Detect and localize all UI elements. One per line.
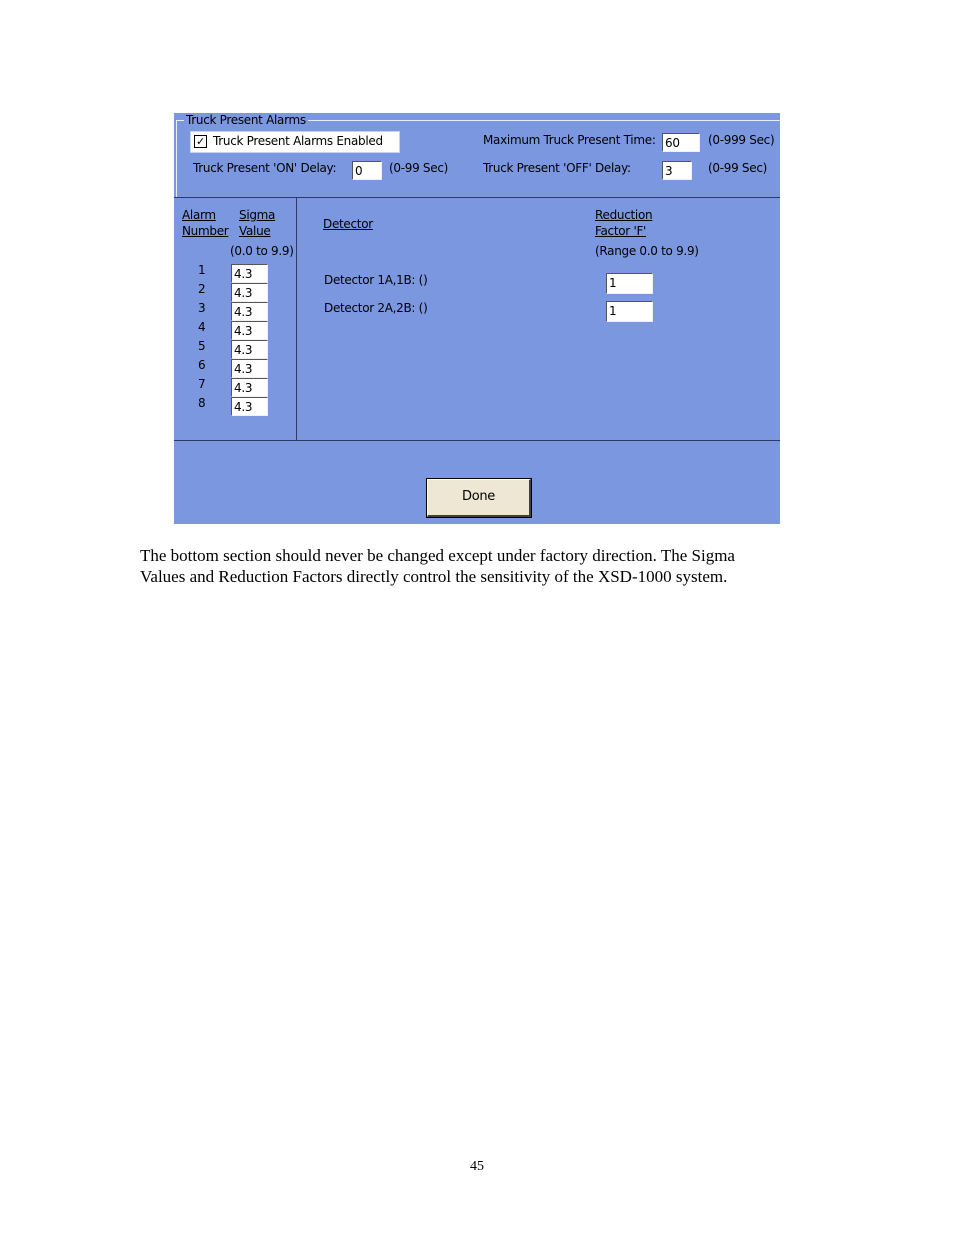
sigma-input[interactable]: 4.3 (231, 340, 268, 359)
sigma-input[interactable]: 4.3 (231, 264, 268, 283)
max-time-label: Maximum Truck Present Time: (483, 133, 656, 147)
body-line: The bottom section should never be changed except under factory direction. The Sigma (140, 546, 735, 565)
detector-label: Detector 1A,1B: () (324, 273, 428, 287)
alarm-header-line2: Number (182, 224, 229, 238)
alarm-header-line1: Alarm (182, 208, 216, 222)
divider-vertical (296, 198, 297, 440)
alarm-number: 3 (198, 301, 206, 315)
sigma-input[interactable]: 4.3 (231, 378, 268, 397)
body-paragraph (140, 545, 820, 587)
on-delay-input[interactable]: 0 (352, 161, 382, 180)
sigma-input[interactable]: 4.3 (231, 321, 268, 340)
alarm-number: 8 (198, 396, 206, 410)
reduction-range: (Range 0.0 to 9.9) (595, 244, 699, 258)
divider-bottom (174, 440, 780, 441)
sigma-header-line1: Sigma (239, 208, 276, 222)
group-title: Truck Present Alarms (186, 113, 306, 127)
reduction-header-line1: Reduction (595, 208, 653, 222)
checkbox-checked-icon[interactable]: ✓ (194, 135, 207, 148)
config-dialog-screenshot (174, 113, 780, 524)
detector-header: Detector (323, 217, 373, 231)
done-button[interactable]: Done (427, 479, 531, 517)
sigma-input[interactable]: 4.3 (231, 359, 268, 378)
alarm-number: 6 (198, 358, 206, 372)
on-delay-range: (0-99 Sec) (389, 161, 449, 175)
max-time-range: (0-999 Sec) (708, 133, 775, 147)
alarms-enabled-label: Truck Present Alarms Enabled (213, 134, 383, 148)
page-number: 45 (470, 1159, 484, 1174)
alarm-number: 1 (198, 263, 206, 277)
body-line: Values and Reduction Factors directly control the sensitivity of the XSD-1000 system. (140, 567, 728, 586)
off-delay-label: Truck Present 'OFF' Delay: (483, 161, 631, 175)
divider-top (174, 197, 780, 198)
off-delay-input[interactable]: 3 (662, 161, 692, 180)
alarm-number: 5 (198, 339, 206, 353)
off-delay-range: (0-99 Sec) (708, 161, 768, 175)
sigma-input[interactable]: 4.3 (231, 283, 268, 302)
alarm-number: 7 (198, 377, 206, 391)
reduction-factor-input[interactable]: 1 (606, 301, 653, 322)
alarm-number: 4 (198, 320, 206, 334)
detector-label: Detector 2A,2B: () (324, 301, 428, 315)
max-time-input[interactable]: 60 (662, 133, 700, 152)
reduction-header-line2: Factor 'F' (595, 224, 647, 238)
sigma-input[interactable]: 4.3 (231, 397, 268, 416)
sigma-range: (0.0 to 9.9) (230, 244, 294, 258)
on-delay-label: Truck Present 'ON' Delay: (193, 161, 337, 175)
reduction-factor-input[interactable]: 1 (606, 273, 653, 294)
sigma-input[interactable]: 4.3 (231, 302, 268, 321)
sigma-header-line2: Value (239, 224, 271, 238)
alarm-number: 2 (198, 282, 206, 296)
alarms-enabled-checkbox-row[interactable] (190, 131, 400, 153)
